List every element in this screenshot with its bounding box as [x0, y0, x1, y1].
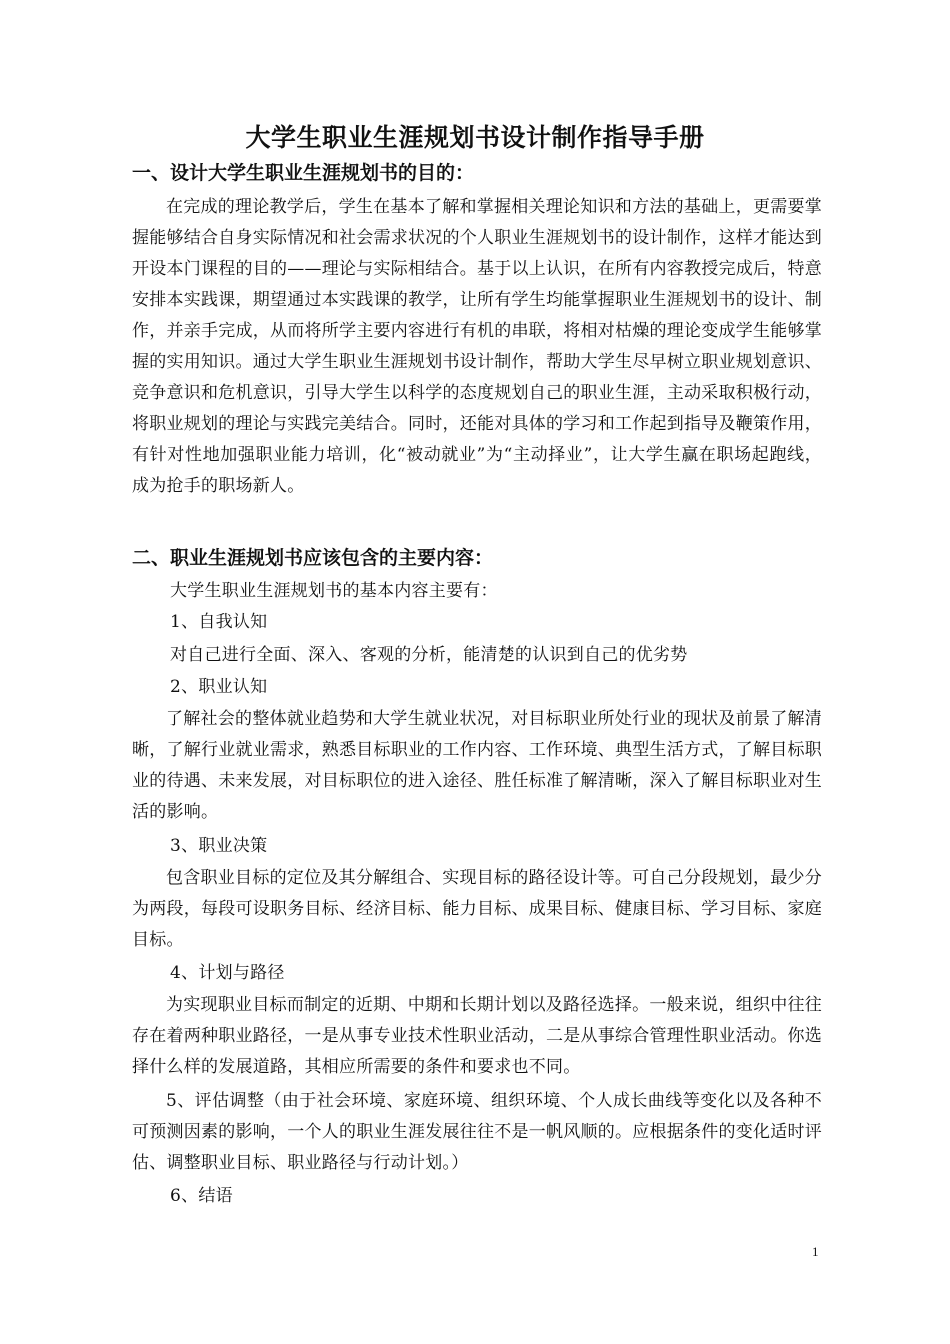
item-text-evaluation: 5、评估调整（由于社会环境、家庭环境、组织环境、个人成长曲线等变化以及各种不可预测因素的影响，一个人的职业生涯发展往往不是一帆风顺的。应根据条件的变化适时评估、调整职业目标、职业路径与行动计划。） [132, 1091, 822, 1173]
item-text-career-awareness: 了解社会的整体就业趋势和大学生就业状况，对目标职业所处行业的现状及前景了解清晰，了解行业就业需求，熟悉目标职业的工作内容、工作环境、典型生活方式，了解目标职业的待遇、未来发展，对目标职位的进入途径、胜任标准了解清晰，深入了解目标职业对生活的影响。 [132, 709, 822, 822]
item-text-self-awareness: 对自己进行全面、深入、客观的分析，能清楚的认识到自己的优劣势 [170, 645, 688, 665]
item-title-career-decision: 3、职业决策 [170, 836, 268, 856]
document-title: 大学生职业生涯规划书设计制作指导手册 [245, 123, 705, 152]
item-title-career-awareness: 2、职业认知 [170, 677, 268, 697]
item-text-plan-path: 为实现职业目标而制定的近期、中期和长期计划以及路径选择。一般来说，组织中往往存在着两种职业路径，一是从事专业技术性职业活动，二是从事综合管理性职业活动。你选择什么样的发展道路，其相应所需要的条件和要求也不同。 [132, 995, 822, 1077]
section-paragraph-purpose: 在完成的理论教学后，学生在基本了解和掌握相关理论知识和方法的基础上，更需要掌握能够结合自身实际情况和社会需求状况的个人职业生涯规划书的设计制作，这样才能达到开设本门课程的目的——理论与实际相结合。基于以上认识，在所有内容教授完成后，特意安排本实践课，期望通过本实践课的教学，让所有学生均能掌握职业生涯规划书的设计、制作，并亲手完成，从而将所学主要内容进行有机的串联，将相对枯燥的理论变成学生能够掌握的实用知识。通过大学生职业生涯规划书设计制作，帮助大学生尽早树立职业规划意识、竞争意识和危机意识，引导大学生以科学的态度规划自己的职业生涯，主动采取积极行动，将职业规划的理论与实践完美结合。同时，还能对具体的学习和工作起到指导及鞭策作用，有针对性地加强职业能力培训，化“被动就业”为“主动择业”，让大学生赢在职场起跑线，成为抢手的职场新人。 [132, 197, 822, 496]
contents-intro: 大学生职业生涯规划书的基本内容主要有： [170, 581, 498, 601]
section-heading-contents: 二、职业生涯规划书应该包含的主要内容： [132, 547, 494, 569]
item-title-conclusion: 6、结语 [170, 1186, 233, 1206]
item-title-plan-path: 4、计划与路径 [170, 963, 285, 983]
item-text-career-decision: 包含职业目标的定位及其分解组合、实现目标的路径设计等。可自己分段规划，最少分为两段，每段可设职务目标、经济目标、能力目标、成果目标、健康目标、学习目标、家庭目标。 [132, 868, 822, 950]
page-number: 1 [812, 1244, 819, 1259]
item-title-self-awareness: 1、自我认知 [170, 612, 268, 632]
section-heading-purpose: 一、设计大学生职业生涯规划书的目的： [132, 162, 475, 184]
